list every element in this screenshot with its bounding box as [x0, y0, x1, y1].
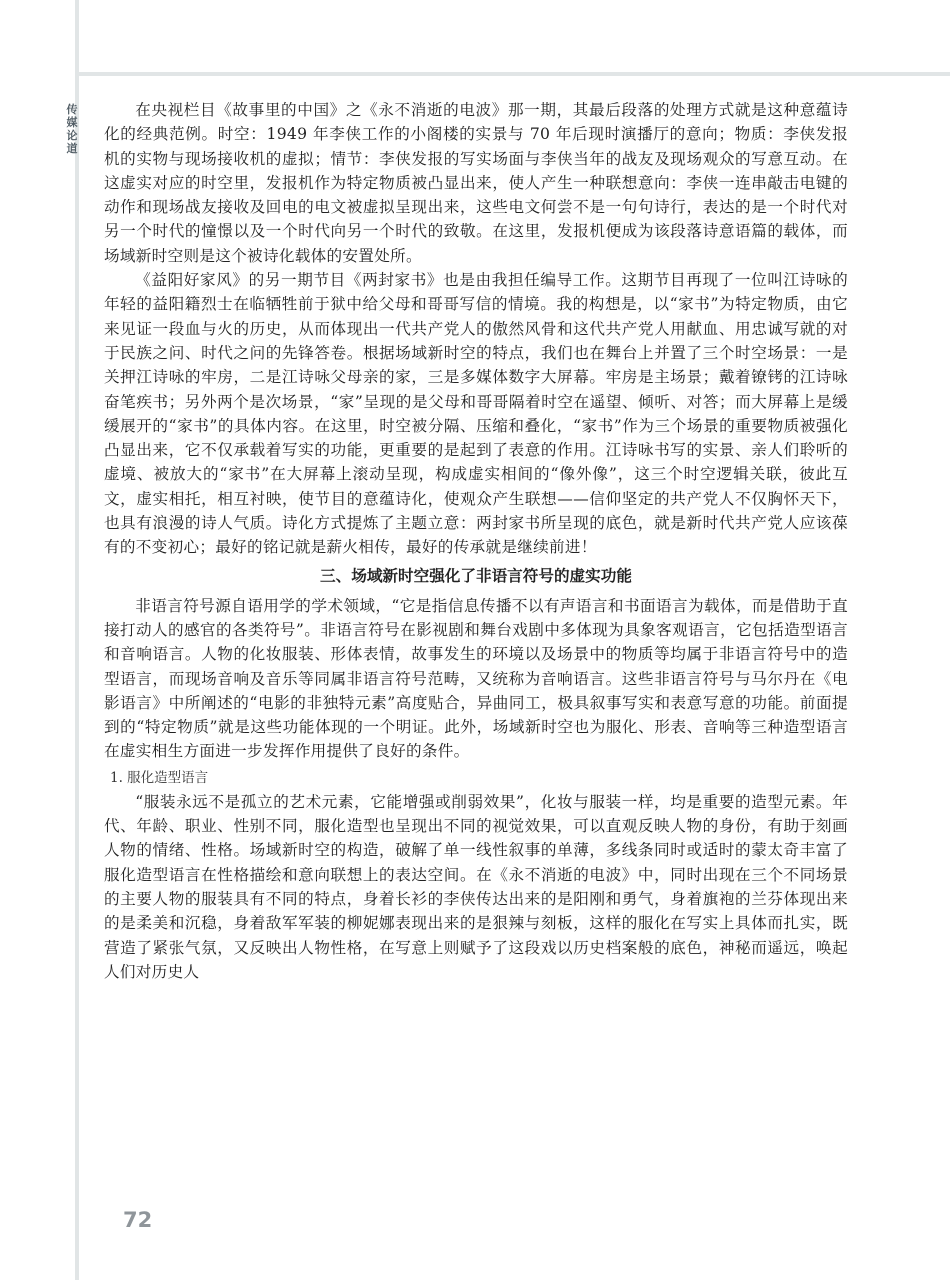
- page-frame-top: [78, 72, 950, 76]
- paragraph-2: 《益阳好家风》的另一期节目《两封家书》也是由我担任编导工作。这期节目再现了一位叫江诗咏的年轻的益阳籍烈士在临牺牲前于狱中给父母和哥哥写信的情境。我的构想是，以“家书”为特定物质，由它来见证一段血与火的历史，从而体现出一代共产党人的傲然风骨和这代共产党人用献血、用忠诚写就的对于民族之问、时代之问的先锋答卷。根据场域新时空的特点，我们也在舞台上并置了三个时空场景：一是关押江诗咏的牢房，二是江诗咏父母亲的家，三是多媒体数字大屏幕。牢房是主场景；戴着镣铐的江诗咏奋笔疾书；另外两个是次场景，“家”呈现的是父母和哥哥隔着时空在遥望、倾听、对答；而大屏幕上是缓缓展开的“家书”的具体内容。在这里，时空被分隔、压缩和叠化，“家书”作为三个场景的重要物质被强化凸显出来，它不仅承载着写实的功能，更重要的是起到了表意的作用。江诗咏书写的实景、亲人们聆听的虚境、被放大的“家书”在大屏幕上滚动呈现，构成虚实相间的“像外像”，这三个时空逻辑关联，彼此互文，虚实相托，相互衬映，使节目的意蕴诗化，使观众产生联想——信仰坚定的共产党人不仅胸怀天下，也具有浪漫的诗人气质。诗化方式提炼了主题立意：两封家书所呈现的底色，就是新时代共产党人应该葆有的不变初心；最好的铭记就是薪火相传，最好的传承就是继续前进！: [104, 271, 848, 557]
- section-heading: 三、场域新时空强化了非语言符号的虚实功能: [320, 566, 632, 585]
- section-paragraph: 非语言符号源自语用学的学术领域，“它是指信息传播不以有声语言和书面语言为载体，而是借助于直接打动人的感官的各类符号”。非语言符号在影视剧和舞台戏剧中多体现为具象客观语言，它包括造型语言和音响语言。人物的化妆服装、形体表情，故事发生的环境以及场景中的物质等均属于非语言符号中的造型语言，而现场音响及音乐等同属非语言符号范畴，又统称为音响语言。这些非语言符号与马尔丹在《电影语言》中所阐述的“电影的非独特元素”高度贴合，异曲同工，极具叙事写实和表意写意的功能。前面提到的“特定物质”就是这些功能体现的一个明证。此外，场域新时空也为服化、形表、音响等三种造型语言在虚实相生方面进一步发挥作用提供了良好的条件。: [104, 596, 848, 761]
- paragraph-1: 在央视栏目《故事里的中国》之《永不消逝的电波》那一期，其最后段落的处理方式就是这种意蕴诗化的经典范例。时空：1949 年李侠工作的小阁楼的实景与 70 年后现时演播厅的意向；物质：李侠发报机的实物与现场接收机的虚拟；情节：李侠发报的写实场面与李侠当年的战友及现场观众的写意互动。在这虚实对应的时空里，发报机作为特定物质被凸显出来，使人产生一种联想意向：李侠一连串敲击电键的动作和现场战友接收及回电的电文被虚拟呈现出来，这些电文何尝不是一句句诗行，表达的是一个时代对另一个时代的憧憬以及一个时代向另一个时代的致敬。在这里，发报机便成为该段落诗意语篇的载体，而场域新时空则是这个被诗化载体的安置处所。: [104, 101, 848, 265]
- page-number: 72: [123, 1208, 153, 1232]
- subheading: 1. 服化造型语言: [110, 769, 209, 786]
- section-side-label: 传媒论道: [66, 103, 78, 155]
- article-body: [104, 98, 848, 984]
- page-frame-left: [75, 0, 79, 1280]
- sub-paragraph: “服装永远不是孤立的艺术元素，它能增强或削弱效果”，化妆与服装一样，均是重要的造型元素。年代、年龄、职业、性别不同，服化造型也呈现出不同的视觉效果，可以直观反映人物的身份，有助于刻画人物的情绪、性格。场域新时空的构造，破解了单一线性叙事的单薄，多线条同时或适时的蒙太奇丰富了服化造型语言在性格描绘和意向联想上的表达空间。在《永不消逝的电波》中，同时出现在三个不同场景的主要人物的服装具有不同的特点，身着长衫的李侠传达出来的是阳刚和勇气，身着旗袍的兰芬体现出来的是柔美和沉稳，身着敌军军装的柳妮娜表现出来的是狠辣与刻板，这样的服化在写实上具体而扎实，既营造了紧张气氛，又反映出人物性格，在写意上则赋予了这段戏以历史档案般的底色，神秘而遥远，唤起人们对历史人: [104, 792, 848, 981]
